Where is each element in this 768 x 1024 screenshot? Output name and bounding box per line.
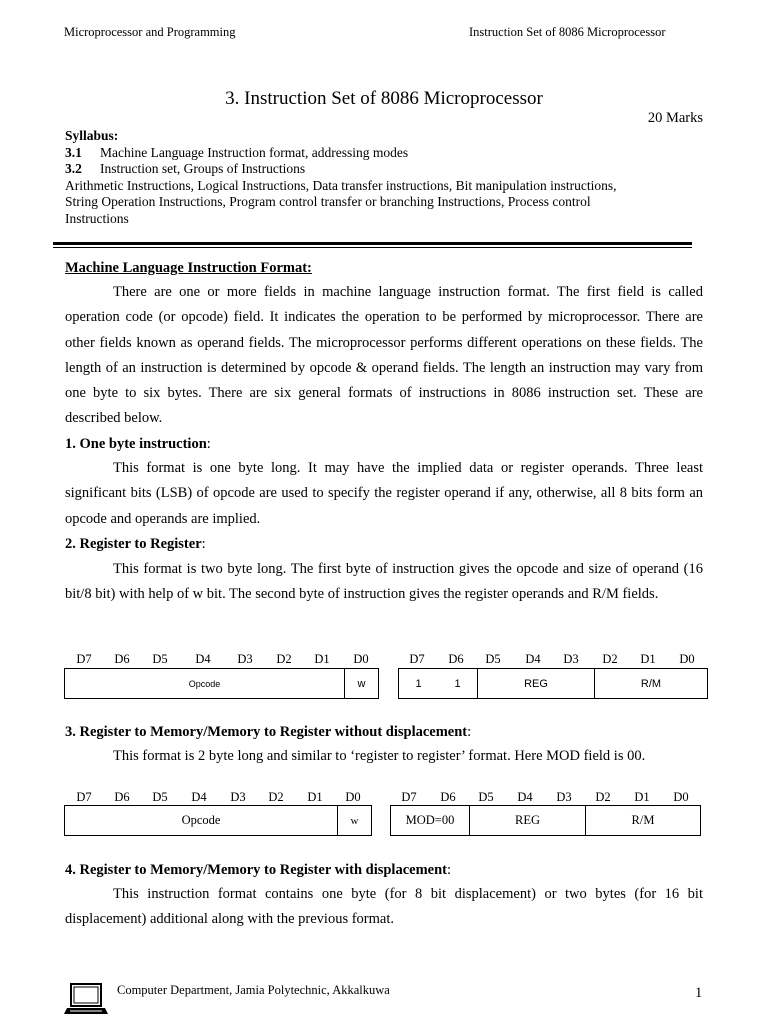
- bit-label: D2: [268, 790, 284, 804]
- format-heading: [65, 862, 451, 879]
- bit-label: D0: [345, 790, 361, 804]
- bit-label: D6: [114, 790, 130, 804]
- bit-label: D1: [634, 790, 650, 804]
- instruction-byte-1: [64, 805, 372, 836]
- bit-label: D4: [525, 652, 541, 666]
- section-heading: Machine Language Instruction Format:: [65, 260, 312, 276]
- bit-label: D0: [679, 652, 695, 666]
- bit-label: D6: [114, 652, 130, 666]
- opcode-field: Opcode: [181, 813, 221, 827]
- page-number: 1: [695, 985, 703, 1001]
- reg-field: REG: [469, 806, 585, 835]
- bit6-field: 1: [454, 677, 461, 690]
- format-heading: [65, 724, 471, 741]
- bit-label: D5: [485, 652, 501, 666]
- reg-field: REG: [477, 669, 594, 698]
- bit-labels-row: [0, 652, 768, 668]
- marks-label: 20 Marks: [647, 110, 703, 126]
- bit-label: D4: [191, 790, 207, 804]
- divider-thick: [53, 242, 692, 245]
- format-heading-text: 4. Register to Memory/Memory to Register with displacement: [65, 862, 447, 878]
- instruction-byte-2: [398, 668, 708, 699]
- format-paragraph: This format is two byte long. The first byte of instruction gives the opcode and size of operand (16 bit/8 bit) with help of w bit. The second byte of instruction gives the register operands and R/M fields.: [65, 561, 703, 603]
- computer-icon: [64, 982, 108, 1016]
- format-paragraph: This instruction format contains one byte (for 8 bit displacement) or two bytes (for 16 bit displacement) additional along with the previous format.: [65, 886, 703, 928]
- format-heading-text: 3. Register to Memory/Memory to Register without displacement: [65, 724, 468, 740]
- syllabus-label: Syllabus:: [65, 128, 119, 143]
- format-heading: [65, 536, 206, 553]
- format-paragraph: This format is 2 byte long and similar to ‘register to register’ format. Here MOD field is 00.: [113, 748, 646, 764]
- syllabus-item-number: 3.1: [65, 144, 82, 160]
- bit-label: D1: [640, 652, 656, 666]
- bit-label: D4: [195, 652, 211, 666]
- syllabus-item: [65, 161, 617, 178]
- bit-label: D3: [563, 652, 579, 666]
- bit-label: D6: [440, 790, 456, 804]
- w-bit-field: w: [337, 806, 371, 835]
- syllabus-item-text: Machine Language Instruction format, addressing modes: [100, 144, 409, 160]
- format-heading-text: 1. One byte instruction: [65, 436, 207, 452]
- instruction-byte-1: [64, 668, 379, 699]
- bit-label: D3: [230, 790, 246, 804]
- opcode-field: Opcode: [188, 678, 221, 689]
- bit-label: D7: [76, 790, 92, 804]
- bit-label: D7: [409, 652, 425, 666]
- bit-labels-row: [0, 790, 768, 806]
- syllabus-details-line: Instructions: [65, 210, 129, 226]
- syllabus-item-number: 3.2: [65, 161, 82, 176]
- rm-field: R/M: [594, 669, 707, 698]
- header-right: Instruction Set of 8086 Microprocessor: [469, 25, 666, 39]
- mod-field: MOD=00: [405, 813, 455, 827]
- bit-label: D7: [401, 790, 417, 804]
- bit-label: D1: [314, 652, 330, 666]
- bit-label: D2: [276, 652, 292, 666]
- bit-label: D6: [448, 652, 464, 666]
- bit-label: D0: [673, 790, 689, 804]
- bit-label: D2: [602, 652, 618, 666]
- instruction-byte-2: [390, 805, 701, 836]
- footer-text: Computer Department, Jamia Polytechnic, Akkalkuwa: [117, 983, 390, 997]
- syllabus-details-line: Arithmetic Instructions, Logical Instructions, Data transfer instructions, Bit manipulation instructions,: [65, 177, 617, 193]
- rm-field: R/M: [585, 806, 700, 835]
- page-title: 3. Instruction Set of 8086 Microprocessor: [225, 88, 543, 109]
- divider-thin: [53, 247, 692, 248]
- syllabus-item: [65, 145, 617, 162]
- syllabus-block: [65, 128, 617, 227]
- format-heading: [65, 436, 211, 453]
- bit-label: D5: [478, 790, 494, 804]
- bit-label: D7: [76, 652, 92, 666]
- intro-paragraph: There are one or more fields in machine language instruction format. The first field is called operation code (or opcode) field. It indicates the operation to be performed by microprocessor. There are other fields known as operand fields. The microprocessor performs different operations on these fields. The length of an instruction is determined by opcode & operand fields. The length an instruction may vary from one byte to six bytes. There are six general formats of instructions in 8086 instruction set. These are described below.: [65, 284, 703, 427]
- format-heading-suffix: :: [467, 724, 472, 740]
- bit-label: D5: [152, 652, 168, 666]
- bit-label: D5: [152, 790, 168, 804]
- format-paragraph: This format is one byte long. It may have the implied data or register operands. Three least significant bits (LSB) of opcode are used to specify the register operand if any, otherwise, all 8 bits form an opcode and operands are implied.: [65, 460, 703, 527]
- format-heading-suffix: :: [201, 536, 206, 552]
- bit-label: D3: [237, 652, 253, 666]
- format-heading-text: 2. Register to Register: [65, 536, 202, 552]
- bit-label: D0: [353, 652, 369, 666]
- bit-label: D3: [556, 790, 572, 804]
- bit-label: D4: [517, 790, 533, 804]
- bit-label: D1: [307, 790, 323, 804]
- header-left: Microprocessor and Programming: [64, 25, 236, 39]
- bit7-field: 1: [415, 677, 422, 690]
- bit-label: D2: [595, 790, 611, 804]
- format-heading-suffix: :: [206, 436, 211, 452]
- format-heading-suffix: :: [447, 862, 452, 878]
- syllabus-details-line: String Operation Instructions, Program control transfer or branching Instructions, Process control: [65, 194, 591, 209]
- syllabus-item-text: Instruction set, Groups of Instructions: [100, 161, 306, 176]
- w-bit-field: w: [344, 669, 378, 698]
